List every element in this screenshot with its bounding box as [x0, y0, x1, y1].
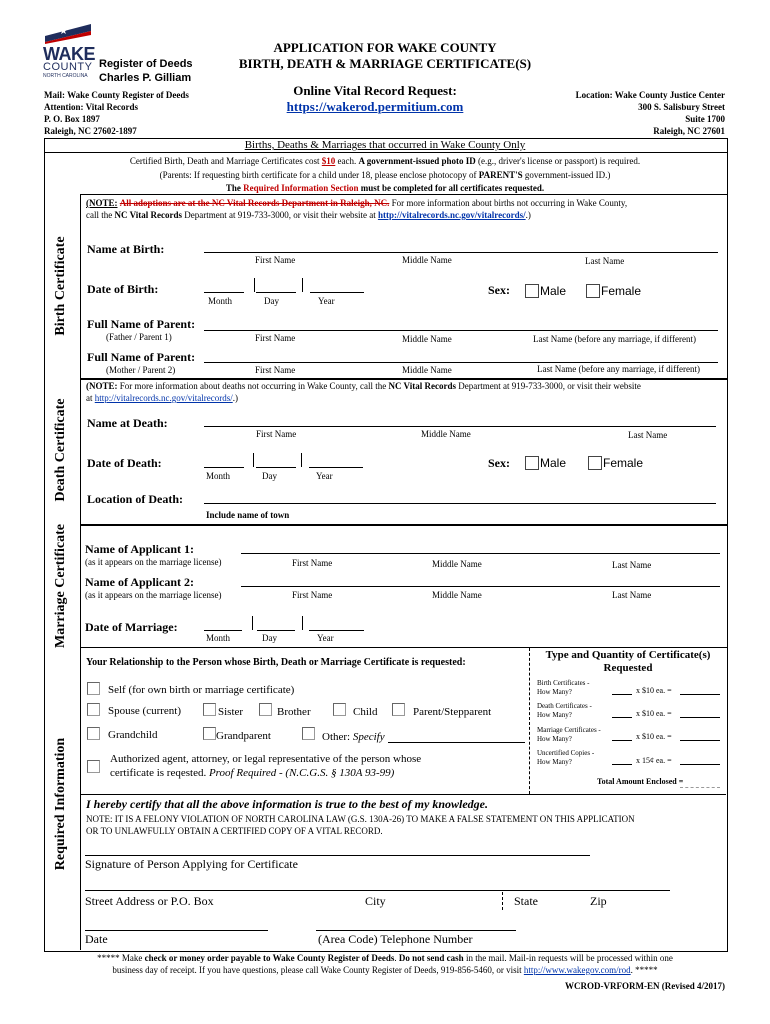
city-label: City	[365, 894, 386, 908]
state-label: State	[514, 894, 538, 908]
location-line-1: Location: Wake County Justice Center	[575, 90, 725, 100]
birth-note-line-1: (NOTE: All adoptions are at the NC Vital Records Department in Raleigh, NC. For more information about births not occurring in Wake County,	[86, 198, 628, 208]
name-at-birth-label: Name at Birth:	[87, 242, 165, 256]
name-at-death-label: Name at Death:	[87, 416, 168, 430]
spouse-label: Spouse (current)	[108, 705, 182, 717]
uncertified-qty-label: Uncertified Copies - How Many?	[537, 749, 595, 766]
death-note-line-1: (NOTE: For more information about deaths not occurring in Wake County, call the NC Vital Records Department at 919-733-3000, or visit their website	[86, 381, 641, 391]
death-cert-amount-field[interactable]	[680, 717, 720, 718]
last-name-caption: Last Name	[585, 256, 625, 266]
agent-line-1: Authorized agent, attorney, or legal representative of the person whose	[110, 753, 422, 765]
mail-line-4: Raleigh, NC 27602-1897	[44, 126, 137, 136]
applicant-1-label: Name of Applicant 1:	[85, 542, 194, 556]
year-caption: Year	[317, 633, 334, 643]
death-cert-price: x $10 ea. =	[636, 709, 672, 718]
dod-day-field[interactable]	[256, 467, 296, 468]
total-amount-field[interactable]	[680, 787, 720, 788]
svg-text:★: ★	[59, 26, 68, 37]
first-name-caption: First Name	[255, 333, 296, 343]
date-of-death-label: Date of Death:	[87, 456, 162, 470]
dom-month-field[interactable]	[204, 630, 242, 631]
name-at-death-field[interactable]	[204, 426, 716, 427]
address-field[interactable]	[85, 890, 670, 891]
street-label: Street Address or P.O. Box	[85, 894, 214, 908]
self-label: Self (for own birth or marriage certificate)	[108, 684, 295, 696]
female-label: Female	[601, 284, 642, 298]
zip-label: Zip	[590, 894, 607, 908]
location-line-4: Raleigh, NC 27601	[653, 126, 725, 136]
location-line-3: Suite 1700	[685, 114, 725, 124]
birth-cert-qty-label: Birth Certificates - How Many?	[537, 679, 590, 696]
vital-records-link[interactable]: http://vitalrecords.nc.gov/vitalrecords/	[94, 393, 233, 403]
last-name-before-caption: Last Name (before any marriage, if different)	[533, 334, 697, 344]
vital-records-link[interactable]: http://vitalrecords.nc.gov/vitalrecords/	[377, 210, 526, 220]
divider	[80, 794, 726, 795]
last-name-caption: Last Name	[612, 590, 652, 600]
first-name-caption: First Name	[255, 365, 296, 375]
middle-name-caption: Middle Name	[421, 429, 471, 439]
type-quantity-title: Type and Quantity of Certificate(s)	[545, 649, 711, 661]
other-specify-field[interactable]	[388, 742, 525, 743]
first-name-caption: First Name	[292, 590, 333, 600]
marriage-certificate-side-label: Marriage Certificate	[53, 524, 68, 648]
grandchild-label: Grandchild	[108, 729, 158, 741]
divider	[44, 152, 728, 153]
footer-line-2: business day of receipt. If you have questions, please call Wake County Register of Deeds, 919-856-5460, or visit http://www.wakegov.com/rod. *****	[112, 965, 658, 975]
authorized-agent-checkbox[interactable]	[87, 760, 100, 773]
first-name-caption: First Name	[256, 429, 297, 439]
self-checkbox[interactable]	[87, 682, 100, 695]
day-caption: Day	[262, 471, 277, 481]
birth-cert-amount-field[interactable]	[680, 694, 720, 695]
uncertified-qty-field[interactable]	[612, 764, 632, 765]
sex-label: Sex:	[488, 283, 510, 297]
office-name: Register of Deeds	[99, 58, 193, 70]
total-amount-label: Total Amount Enclosed =	[597, 777, 684, 786]
form-id: WCROD-VRFORM-EN (Revised 4/2017)	[565, 981, 725, 991]
parent-stepparent-label: Parent/Stepparent	[413, 706, 492, 718]
logo-state: NORTH CAROLINA	[43, 73, 88, 79]
marriage-cert-qty-label: Marriage Certificates - How Many?	[537, 726, 601, 743]
parent-stepparent-checkbox[interactable]	[392, 703, 405, 716]
applicant-2-field[interactable]	[241, 586, 720, 587]
brother-label: Brother	[277, 706, 311, 718]
mail-line-3: P. O. Box 1897	[44, 114, 100, 124]
death-male-checkbox[interactable]	[525, 456, 539, 470]
dod-month-field[interactable]	[204, 467, 244, 468]
birth-cert-qty-field[interactable]	[612, 694, 632, 695]
female-label: Female	[603, 456, 644, 470]
last-name-caption: Last Name	[628, 430, 668, 440]
form-title-1: APPLICATION FOR WAKE COUNTY	[273, 40, 497, 55]
grandchild-checkbox[interactable]	[87, 727, 100, 740]
middle-name-caption: Middle Name	[402, 255, 452, 265]
signature-label: Signature of Person Applying for Certificate	[85, 857, 298, 871]
male-label: Male	[540, 456, 567, 470]
child-label: Child	[353, 706, 378, 718]
dob-day-field[interactable]	[256, 292, 296, 293]
appears-caption: (as it appears on the marriage license)	[85, 590, 222, 600]
birth-cert-price: x $10 ea. =	[636, 686, 672, 695]
year-caption: Year	[316, 471, 333, 481]
required-information-side-label: Required Information	[53, 737, 68, 871]
parent-2-caption: (Mother / Parent 2)	[106, 365, 176, 375]
applicant-2-label: Name of Applicant 2:	[85, 575, 194, 589]
type-quantity-title-2: Requested	[603, 662, 653, 674]
birth-female-checkbox[interactable]	[586, 284, 600, 298]
middle-name-caption: Middle Name	[432, 559, 482, 569]
uncertified-price: x 15¢ ea. =	[636, 756, 672, 765]
other-label: Other: Specify	[322, 731, 385, 743]
logo-wake: WAKE	[43, 44, 95, 64]
death-cert-qty-label: Death Certificates - How Many?	[537, 702, 592, 719]
first-name-caption: First Name	[255, 255, 296, 265]
scope-text: Births, Deaths & Marriages that occurred in Wake County Only	[244, 139, 526, 151]
location-of-death-field[interactable]	[204, 503, 716, 504]
middle-name-caption: Middle Name	[432, 590, 482, 600]
name-at-birth-field[interactable]	[204, 252, 718, 253]
sister-label: Sister	[218, 706, 244, 718]
child-checkbox[interactable]	[333, 703, 346, 716]
location-line-2: 300 S. Salisbury Street	[638, 102, 725, 112]
date-label: Date	[85, 932, 108, 946]
middle-name-caption: Middle Name	[402, 334, 452, 344]
day-caption: Day	[262, 633, 277, 643]
uncertified-amount-field[interactable]	[680, 764, 720, 765]
birth-certificate-side-label: Birth Certificate	[53, 236, 68, 336]
form-title-2: BIRTH, DEATH & MARRIAGE CERTIFICATE(S)	[238, 56, 532, 71]
death-note-line-2: at http://vitalrecords.nc.gov/vitalrecords/.)	[86, 393, 238, 403]
last-name-caption: Last Name	[612, 560, 652, 570]
register-name: Charles P. Gilliam	[99, 72, 192, 84]
parents-text: (Parents: If requesting birth certificate for a child under 18, please enclose photocopy of PARENT'S government-issued ID.)	[159, 170, 611, 180]
day-caption: Day	[264, 296, 279, 306]
year-caption: Year	[318, 296, 335, 306]
required-text: The Required Information Section must be completed for all certificates requested.	[225, 183, 545, 193]
relationship-question: Your Relationship to the Person whose Birth, Death or Marriage Certificate is requested:	[86, 657, 466, 668]
felony-note-1: NOTE: IT IS A FELONY VIOLATION OF NORTH CAROLINA LAW (G.S. 130A-26) TO MAKE A FALSE STATEMENT ON THIS APPLICATION	[86, 814, 635, 824]
parent-1-caption: (Father / Parent 1)	[106, 332, 172, 342]
other-checkbox[interactable]	[302, 727, 315, 740]
mail-line-2: Attention: Vital Records	[44, 102, 138, 112]
phone-label: (Area Code) Telephone Number	[318, 932, 473, 946]
date-of-marriage-label: Date of Marriage:	[85, 620, 178, 634]
marriage-cert-qty-field[interactable]	[612, 740, 632, 741]
marriage-cert-price: x $10 ea. =	[636, 732, 672, 741]
last-name-before-caption: Last Name (before any marriage, if different)	[537, 364, 701, 374]
dom-year-field[interactable]	[309, 630, 364, 631]
middle-name-caption: Middle Name	[402, 365, 452, 375]
death-certificate-side-label: Death Certificate	[53, 398, 68, 502]
month-caption: Month	[208, 296, 233, 306]
dob-month-field[interactable]	[204, 292, 244, 293]
dom-day-field[interactable]	[257, 630, 295, 631]
first-name-caption: First Name	[292, 558, 333, 568]
online-url-link[interactable]: https://wakerod.permitium.com	[286, 99, 464, 114]
phone-field[interactable]	[316, 930, 516, 931]
date-of-birth-label: Date of Birth:	[87, 282, 159, 296]
certify-statement: I hereby certify that all the above information is true to the best of my knowledge.	[86, 797, 488, 811]
birth-male-checkbox[interactable]	[525, 284, 539, 298]
month-caption: Month	[206, 471, 231, 481]
marriage-cert-amount-field[interactable]	[680, 740, 720, 741]
sister-checkbox[interactable]	[203, 703, 216, 716]
parent-2-field[interactable]	[204, 362, 718, 363]
parent-1-label: Full Name of Parent:	[87, 317, 196, 331]
online-label: Online Vital Record Request:	[293, 83, 457, 98]
mail-line-1: Mail: Wake County Register of Deeds	[44, 90, 189, 100]
felony-note-2: OR TO UNLAWFULLY OBTAIN A CERTIFIED COPY OF A VITAL RECORD.	[86, 826, 383, 836]
death-female-checkbox[interactable]	[588, 456, 602, 470]
sex-label: Sex:	[488, 456, 510, 470]
brother-checkbox[interactable]	[259, 703, 272, 716]
signature-field[interactable]	[85, 855, 590, 856]
location-of-death-label: Location of Death:	[87, 492, 183, 506]
grandparent-checkbox[interactable]	[203, 727, 216, 740]
agent-line-2: certificate is reqested. Proof Required - (N.C.G.S. § 130A 93-99)	[110, 767, 395, 779]
logo-county: COUNTY	[43, 61, 93, 73]
death-cert-qty-field[interactable]	[612, 717, 632, 718]
date-field[interactable]	[85, 930, 268, 931]
month-caption: Month	[206, 633, 231, 643]
footer-line-1: ***** Make check or money order payable to Wake County Register of Deeds. Do not send cash in the mail. Mail-in requests will be processed within one	[97, 953, 673, 963]
appears-caption: (as it appears on the marriage license)	[85, 557, 222, 567]
dod-year-field[interactable]	[309, 467, 363, 468]
grandparent-label: Grandparent	[216, 730, 271, 742]
spouse-checkbox[interactable]	[87, 703, 100, 716]
cost-text: Certified Birth, Death and Marriage Certificates cost $10 each. A government-issued photo ID (e.g., driver's license or passport) is required.	[129, 156, 641, 166]
parent-2-label: Full Name of Parent:	[87, 350, 196, 364]
wakegov-link[interactable]: http://www.wakegov.com/rod	[523, 965, 631, 975]
birth-note-line-2: call the NC Vital Records Department at 919-733-3000, or visit their website at http://vitalrecords.nc.gov/vitalrecords/.)	[86, 210, 531, 220]
parent-1-field[interactable]	[204, 330, 718, 331]
town-caption: Include name of town	[206, 510, 290, 520]
male-label: Male	[540, 284, 567, 298]
applicant-1-field[interactable]	[241, 553, 720, 554]
dob-year-field[interactable]	[310, 292, 364, 293]
